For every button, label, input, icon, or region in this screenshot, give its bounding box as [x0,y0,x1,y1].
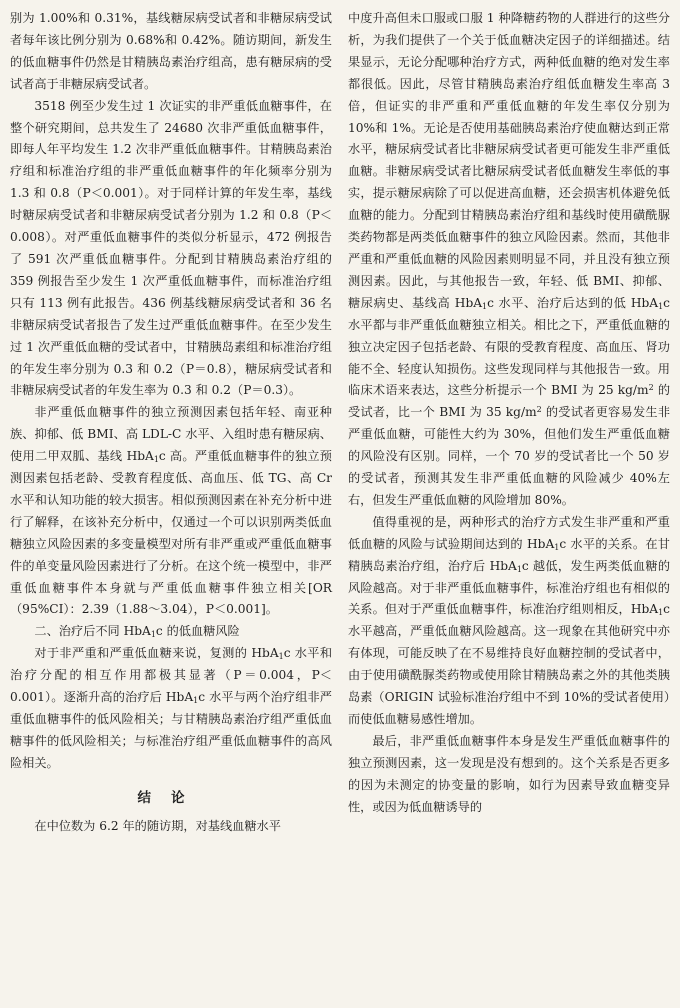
subsection-heading [10,621,332,643]
text-run: 值得重视的是，两种形式的治疗方式发生非严重和严重低血糖的风险与试验期间达到的 HbA [348,514,670,551]
paragraph: 最后，非严重低血糖事件本身是发生严重低血糖事件的独立预测因素，这一发现是没有想到的。这个关系是否更多的因为未测定的协变量的影响，如行为因素导致血糖变异性，或因为低血糖诱导的 [348,733,670,814]
text-run: c 水平的关系。在甘精胰岛素治疗组，治疗后 HbA [348,536,670,573]
subscript: 1 [658,301,664,311]
text-run: 对于非严重和严重低血糖来说，复测的 HbA [34,646,279,661]
paragraph: 在中位数为 6.2 年的随访期，对基线血糖水平 [34,818,281,833]
text-run: 的受试者，比一个 BMI 为 35 kg/m [348,383,671,420]
subscript: 1 [193,696,199,706]
paragraph: 别为 1.00%和 0.31%，基线糖尿病受试者和非糖尿病受试者每年该比例分别为 0.68%和 0.42%。随访期间，新发生的低血糖事件仍然是甘精胰岛素治疗组高，患有糖尿病的受试者高于非糖尿病受试者。 [10,11,332,91]
paragraph: 3518 例至少发生过 1 次证实的非严重低血糖事件，在整个研究期间，总共发生了 24680 次非严重低血糖事件，即每人年平均发生 1.2 次非严重低血糖事件。甘精胰岛素治疗组和标准治疗组的非严重低血糖事件的年化频率分别为 1.3 和 0.8（P＜0.001）。对于同样计算的年发生率，基线时糖尿病受试者和非糖尿病受试者分别为 1.2 和 0.8（P＜0.008）。对严重低血糖事件的类似分析显示，472 例报告了 591 次严重低血糖事件。分配到甘精胰岛素治疗组的 359 例报告至少发生 1 次严重低血糖事件，而标准治疗组只有 113 例有此报告。436 例基线糖尿病受试者和 36 名非糖尿病受试者报告了发生过严重低血糖事件。在至少发生过 1 次严重低血糖的受试者中，甘精胰岛素组和标准治疗组的年发生率分别为 0.3 和 0.2（P＝0.8），糖尿病受试者和非糖尿病受试者的年发生率为 0.3 和 0.2（P＝0.3）。 [10,98,332,398]
right-column [348,8,670,819]
subscript: 1 [150,630,156,640]
text-run: c 水平和治疗分配的相互作用都极其显著（P＝0.004，P＜0.001）。逐渐升高的治疗后 HbA [10,646,333,705]
text-run: c 水平与两个治疗组非严重低血糖事件的低风险相关；与甘精胰岛素治疗组严重低血糖事件的低风险相关；与标准治疗组严重低血糖事件的高风险相关。 [10,690,332,770]
paragraph [348,512,670,731]
subscript: 1 [278,652,284,662]
superscript: 2 [648,383,654,393]
text-run: c 水平都与非严重低血糖独立相关。相比之下，严重低血糖的独立决定因子包括老龄、有限的受教育程度、高血压、肾功能不全、轻度认知损伤。这些发现同样与其他报告一致。用临床术语来表达，这些分析提示一个 BMI 为 25 kg/m [348,295,670,398]
paragraph [10,643,332,774]
paragraph [348,8,670,512]
text-run: 中度升高但未口服或口服 1 种降糖药物的人群进行的这些分析，为我们提供了一个关于低血糖决定因子的详细描述。结果显示，无论分配哪种治疗方式，两种低血糖的绝对发生率都很低。因此，尽管甘精胰岛素治疗组低血糖发生率高 3 倍，但证实的非严重和严重低血糖的年发生率仅分别为 10%和 1%。无论是否使用基础胰岛素治疗使血糖达到正常水平，糖尿病受试者比非糖尿病受试者更可能发生非严重低血糖。非糖尿病受试者比糖尿病受试者低血糖发生率低的事实，提示糖尿病除了可以促进高血糖，还会损害机体避免低血糖的能力。分配到甘精胰岛素治疗组和基线时使用磺酰脲类药物都是两类低血糖事件的独立风险因素。然而，其他非严重和严重低血糖的风险因素则明显不同，并且没有独立预测因素。因此，与其他报告一致，年轻、低 BMI、抑郁、糖尿病史、基线高 HbA [348,11,670,310]
subscript: 1 [554,542,560,552]
subscript: 1 [153,455,159,465]
subscript: 1 [482,301,488,311]
subscript: 1 [516,564,522,574]
section-title: 结论 [137,789,205,806]
text-run: 二、治疗后不同 HbA [34,624,151,639]
text-run: c 水平、治疗后达到的低 HbA [487,295,659,310]
text-run: c 的低血糖风险 [155,624,240,639]
text-run: c 水平越高，严重低血糖风险越高。这一现象在其他研究中亦有体现，可能反映了在不易维持良好血糖控制的受试者中，由于使用磺酰脲类药物或使用除甘精胰岛素之外的其他类胰岛素（ORIGIN 试验标准治疗组中不到 10%的受试者使用）而使低血糖易感性增加。 [348,602,670,726]
text-run: 非严重低血糖事件的独立预测因素包括年轻、南亚种族、抑郁、低 BMI、高 LDL-C 水平、入组时患有糖尿病、使用二甲双胍、基线 HbA [10,405,332,464]
superscript: 2 [536,405,542,415]
text-run: 的受试者更容易发生非严重低血糖，可能性大约为 30%，但他们发生严重低血糖的风险没有区别。同样，一个 70 岁的受试者比一个 50 岁的受试者，预测其发生非严重低血糖的风险减少 40%左右，但发生严重低血糖的风险增加 80%。 [348,405,671,507]
text-run: c 高。严重低血糖事件的独立预测因素包括老龄、受教育程度低、高血压、低 TG、高 Cr 水平和认知功能的较大损害。相似预测因素在补充分析中进行了解释，在该补充分析中，仅通过一个可以识别两类低血糖独立风险因素的多变量模型对所有非严重或严重低血糖事件的单变量风险因素进行了分析。在这个统一模型中，非严重低血糖事件本身就与严重低血糖事件独立相关[OR（95%CI）：2.39（1.88～3.04），P＜0.001]。 [10,449,332,617]
text-run: c 越低，发生两类低血糖的风险越高。对于非严重低血糖事件，标准治疗组也有相似的关系。但对于严重低血糖事件，标准治疗组则相反，HbA [348,558,671,617]
paragraph [10,402,332,621]
left-column [10,8,332,838]
subscript: 1 [658,608,664,618]
